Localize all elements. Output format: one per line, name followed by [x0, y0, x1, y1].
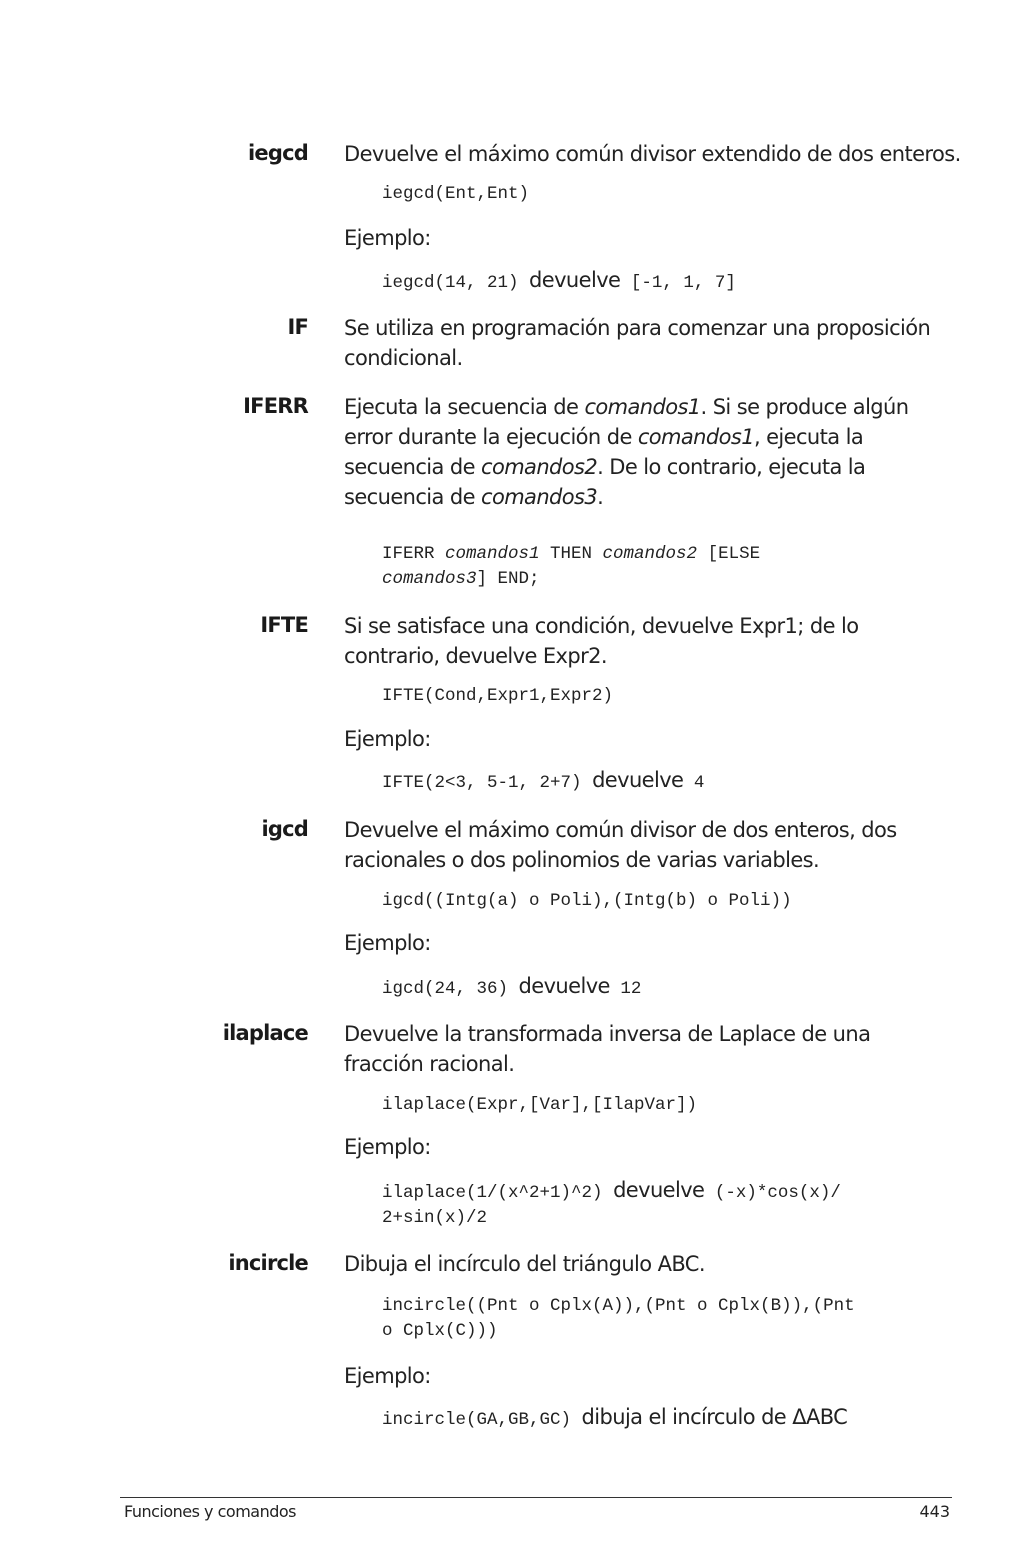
entry-description: Si se satisface una condición, devuelve Expr1; de lo contrario, devuelve Expr2. — [344, 614, 859, 668]
example-code: igcd(24, 36) — [382, 979, 509, 999]
desc-text: . Si se produce algún error durante la ejecución de — [344, 395, 909, 449]
example-result: [-1, 1, 7] — [630, 273, 736, 293]
entry-term: IF — [287, 315, 308, 339]
desc-italic: comandos3 — [481, 485, 598, 509]
example-code: IFTE(2<3, 5-1, 2+7) — [382, 773, 582, 793]
entry-term: IFERR — [243, 394, 308, 418]
entry-term: iegcd — [248, 141, 308, 165]
example-code: incircle(GA,GB,GC) — [382, 1410, 572, 1430]
footer-section: Funciones y comandos — [124, 1502, 296, 1521]
example-label: Ejemplo: — [344, 226, 431, 250]
desc-italic: comandos2 — [481, 455, 598, 479]
syntax-italic: comandos1 — [445, 544, 540, 564]
example-line-1 — [382, 1178, 962, 1206]
syntax-line: o Cplx(C))) — [382, 1321, 498, 1341]
desc-italic: comandos1 — [637, 425, 754, 449]
example-word: devuelve — [592, 768, 684, 792]
entry-description: Devuelve el máximo común divisor extendido de dos enteros. — [344, 142, 961, 166]
example-result: 4 — [693, 773, 705, 793]
entry-syntax: IFTE(Cond,Expr1,Expr2) — [382, 686, 614, 706]
entry-syntax: igcd((Intg(a) o Poli),(Intg(b) o Poli)) — [382, 891, 792, 911]
entry-description: Dibuja el incírculo del triángulo ABC. — [344, 1252, 705, 1276]
example-line — [382, 1405, 962, 1433]
desc-text: . — [597, 485, 604, 509]
entry-syntax — [382, 542, 962, 592]
desc-italic: comandos1 — [584, 395, 701, 419]
entry-syntax: ilaplace(Expr,[Var],[IlapVar]) — [382, 1095, 698, 1115]
entry-syntax: iegcd(Ent,Ent) — [382, 184, 530, 204]
entry-description: Se utiliza en programación para comenzar una proposición condicional. — [344, 316, 931, 370]
example-line — [382, 974, 962, 1002]
entry-syntax — [382, 1294, 962, 1344]
syntax-text: [ELSE — [697, 544, 761, 564]
example-line — [382, 268, 962, 296]
footer-rule — [120, 1497, 952, 1498]
entry-description — [344, 392, 919, 512]
page-number: 443 — [919, 1502, 950, 1521]
desc-text: . De lo contrario, ejecuta la secuencia de — [344, 455, 866, 509]
example-code: iegcd(14, 21) — [382, 273, 519, 293]
example-code: ilaplace(1/(x^2+1)^2) — [382, 1183, 603, 1203]
example-label: Ejemplo: — [344, 727, 431, 751]
example-result: (-x)*cos(x)/ — [714, 1183, 841, 1203]
example-line-2: 2+sin(x)/2 — [382, 1208, 488, 1228]
entry-term: incircle — [228, 1251, 308, 1275]
syntax-line — [382, 567, 962, 592]
entry-term: IFTE — [260, 613, 308, 637]
entry-term: igcd — [261, 817, 308, 841]
entry-description: Devuelve la transformada inversa de Laplace de una fracción racional. — [344, 1022, 871, 1076]
example-label: Ejemplo: — [344, 931, 431, 955]
entry-term: ilaplace — [222, 1021, 308, 1045]
example-line — [382, 768, 962, 796]
syntax-italic: comandos3 — [382, 569, 477, 589]
example-word: devuelve — [613, 1178, 705, 1202]
example-label: Ejemplo: — [344, 1135, 431, 1159]
example-word: devuelve — [529, 268, 621, 292]
syntax-line: incircle((Pnt o Cplx(A)),(Pnt o Cplx(B)),(Pnt — [382, 1296, 855, 1316]
desc-text: Ejecuta la secuencia de — [344, 395, 585, 419]
syntax-text: IFERR — [382, 544, 446, 564]
example-result: 12 — [620, 979, 642, 999]
syntax-text: ] END; — [476, 569, 540, 589]
desc-text: , ejecuta la secuencia de — [344, 425, 864, 479]
syntax-italic: comandos2 — [602, 544, 698, 564]
example-line — [382, 1178, 962, 1231]
entry-description: Devuelve el máximo común divisor de dos enteros, dos racionales o dos polinomios de varias variables. — [344, 818, 897, 872]
syntax-text: THEN — [539, 544, 603, 564]
example-word: devuelve — [518, 974, 610, 998]
example-label: Ejemplo: — [344, 1364, 431, 1388]
example-word: dibuja el incírculo de ΔABC — [581, 1405, 848, 1429]
syntax-line — [382, 542, 962, 567]
